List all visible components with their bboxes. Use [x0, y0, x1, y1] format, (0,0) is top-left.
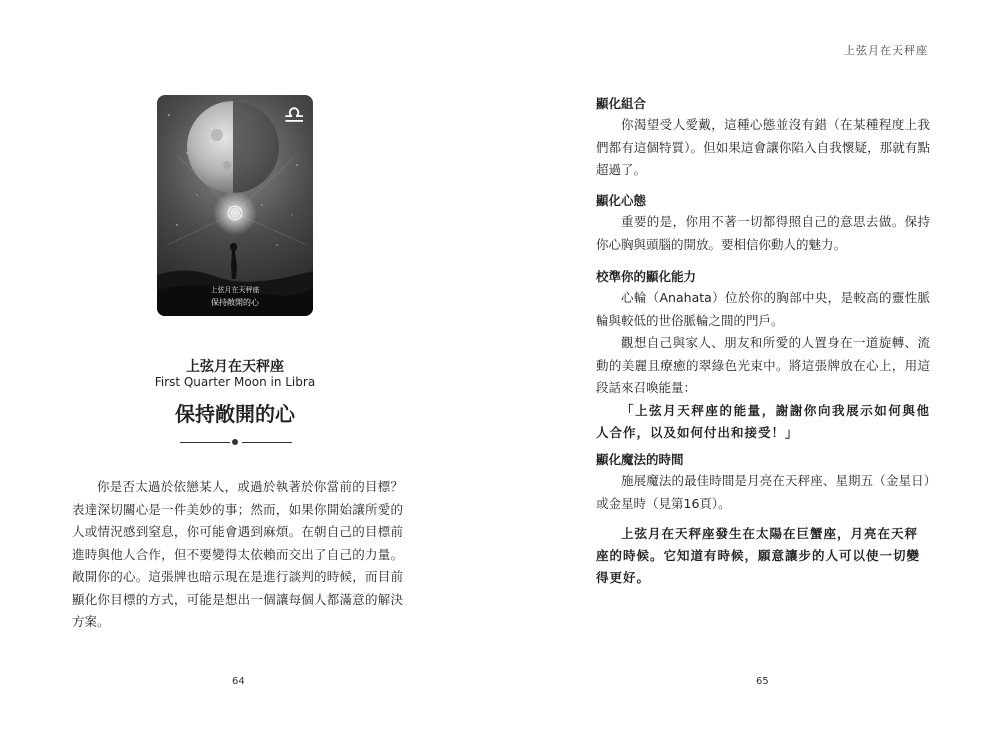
card-message-title: 保持敞開的心 [175, 402, 295, 426]
section-paragraph: 心輪（Anahata）位於你的胸部中央，是較高的靈性脈輪與較低的世俗脈輪之間的門戶。 [596, 290, 930, 328]
section-paragraph: 施展魔法的最佳時間是月亮在天秤座、星期五（金星日）或金星時（見第16頁）。 [596, 473, 930, 511]
closing-note [596, 523, 930, 589]
section-heading: 校準你的顯化能力 [596, 269, 697, 284]
page-number-right: 65 [756, 676, 769, 687]
card-description [72, 476, 403, 634]
body-paragraph: 你是否太過於依戀某人，或過於執著於你當前的目標？表達深切關心是一件美妙的事；然而，如果你開始讓所愛的人或情況感到窒息，你可能會遇到麻煩。在朝自己的目標前進時與他人合作，但不要變得太依賴而交出了自己的力量。敞開你的心。這張牌也暗示現在是進行談判的時候，而目前顯化你目標的方式，可能是想出一個讓每個人都滿意的解決方案。 [72, 479, 403, 629]
divider-ornament [180, 436, 292, 448]
oracle-card-image [157, 95, 313, 316]
section-align-ability [596, 267, 930, 445]
libra-icon: ♎ [283, 101, 305, 129]
invocation-quote: 「上弦月天秤座的能量，謝謝你向我展示如何與他人合作，以及如何付出和接受！」 [596, 402, 930, 440]
section-heading: 顯化魔法的時間 [596, 452, 684, 467]
page-number-left: 64 [232, 676, 245, 687]
card-title-english: First Quarter Moon in Libra [154, 375, 316, 389]
section-heading: 顯化心態 [596, 193, 647, 208]
section-heading: 顯化組合 [596, 96, 647, 111]
section-paragraph: 觀想自己與家人、朋友和所愛的人置身在一道旋轉、流動的美麗且療癒的翠綠色光束中。將這張牌放在心上，用這段話來召喚能量： [596, 335, 930, 395]
card-label-title: 保持敞開的心 [211, 298, 259, 307]
right-page [500, 0, 1000, 732]
section-manifestation-combo [596, 94, 930, 182]
section-paragraph: 重要的是，你用不著一切都得照自己的意思去做。保持你心胸與頭腦的開放。要相信你動人的魅力。 [596, 214, 930, 252]
card-label-sign: 上弦月在天秤座 [210, 286, 260, 294]
section-manifestation-mindset [596, 191, 930, 256]
running-header: 上弦月在天秤座 [844, 44, 928, 57]
section-paragraph: 你渴望受人愛戴，這種心態並沒有錯（在某種程度上我們都有這個特質）。但如果這會讓你陷入自我懷疑，那就有點超過了。 [596, 117, 930, 177]
closing-paragraph: 上弦月在天秤座發生在太陽在巨蟹座，月亮在天秤座的時候。它知道有時候，願意讓步的人可以使一切變得更好。 [596, 526, 921, 585]
section-magic-time [596, 450, 930, 515]
card-title-chinese: 上弦月在天秤座 [186, 359, 284, 375]
